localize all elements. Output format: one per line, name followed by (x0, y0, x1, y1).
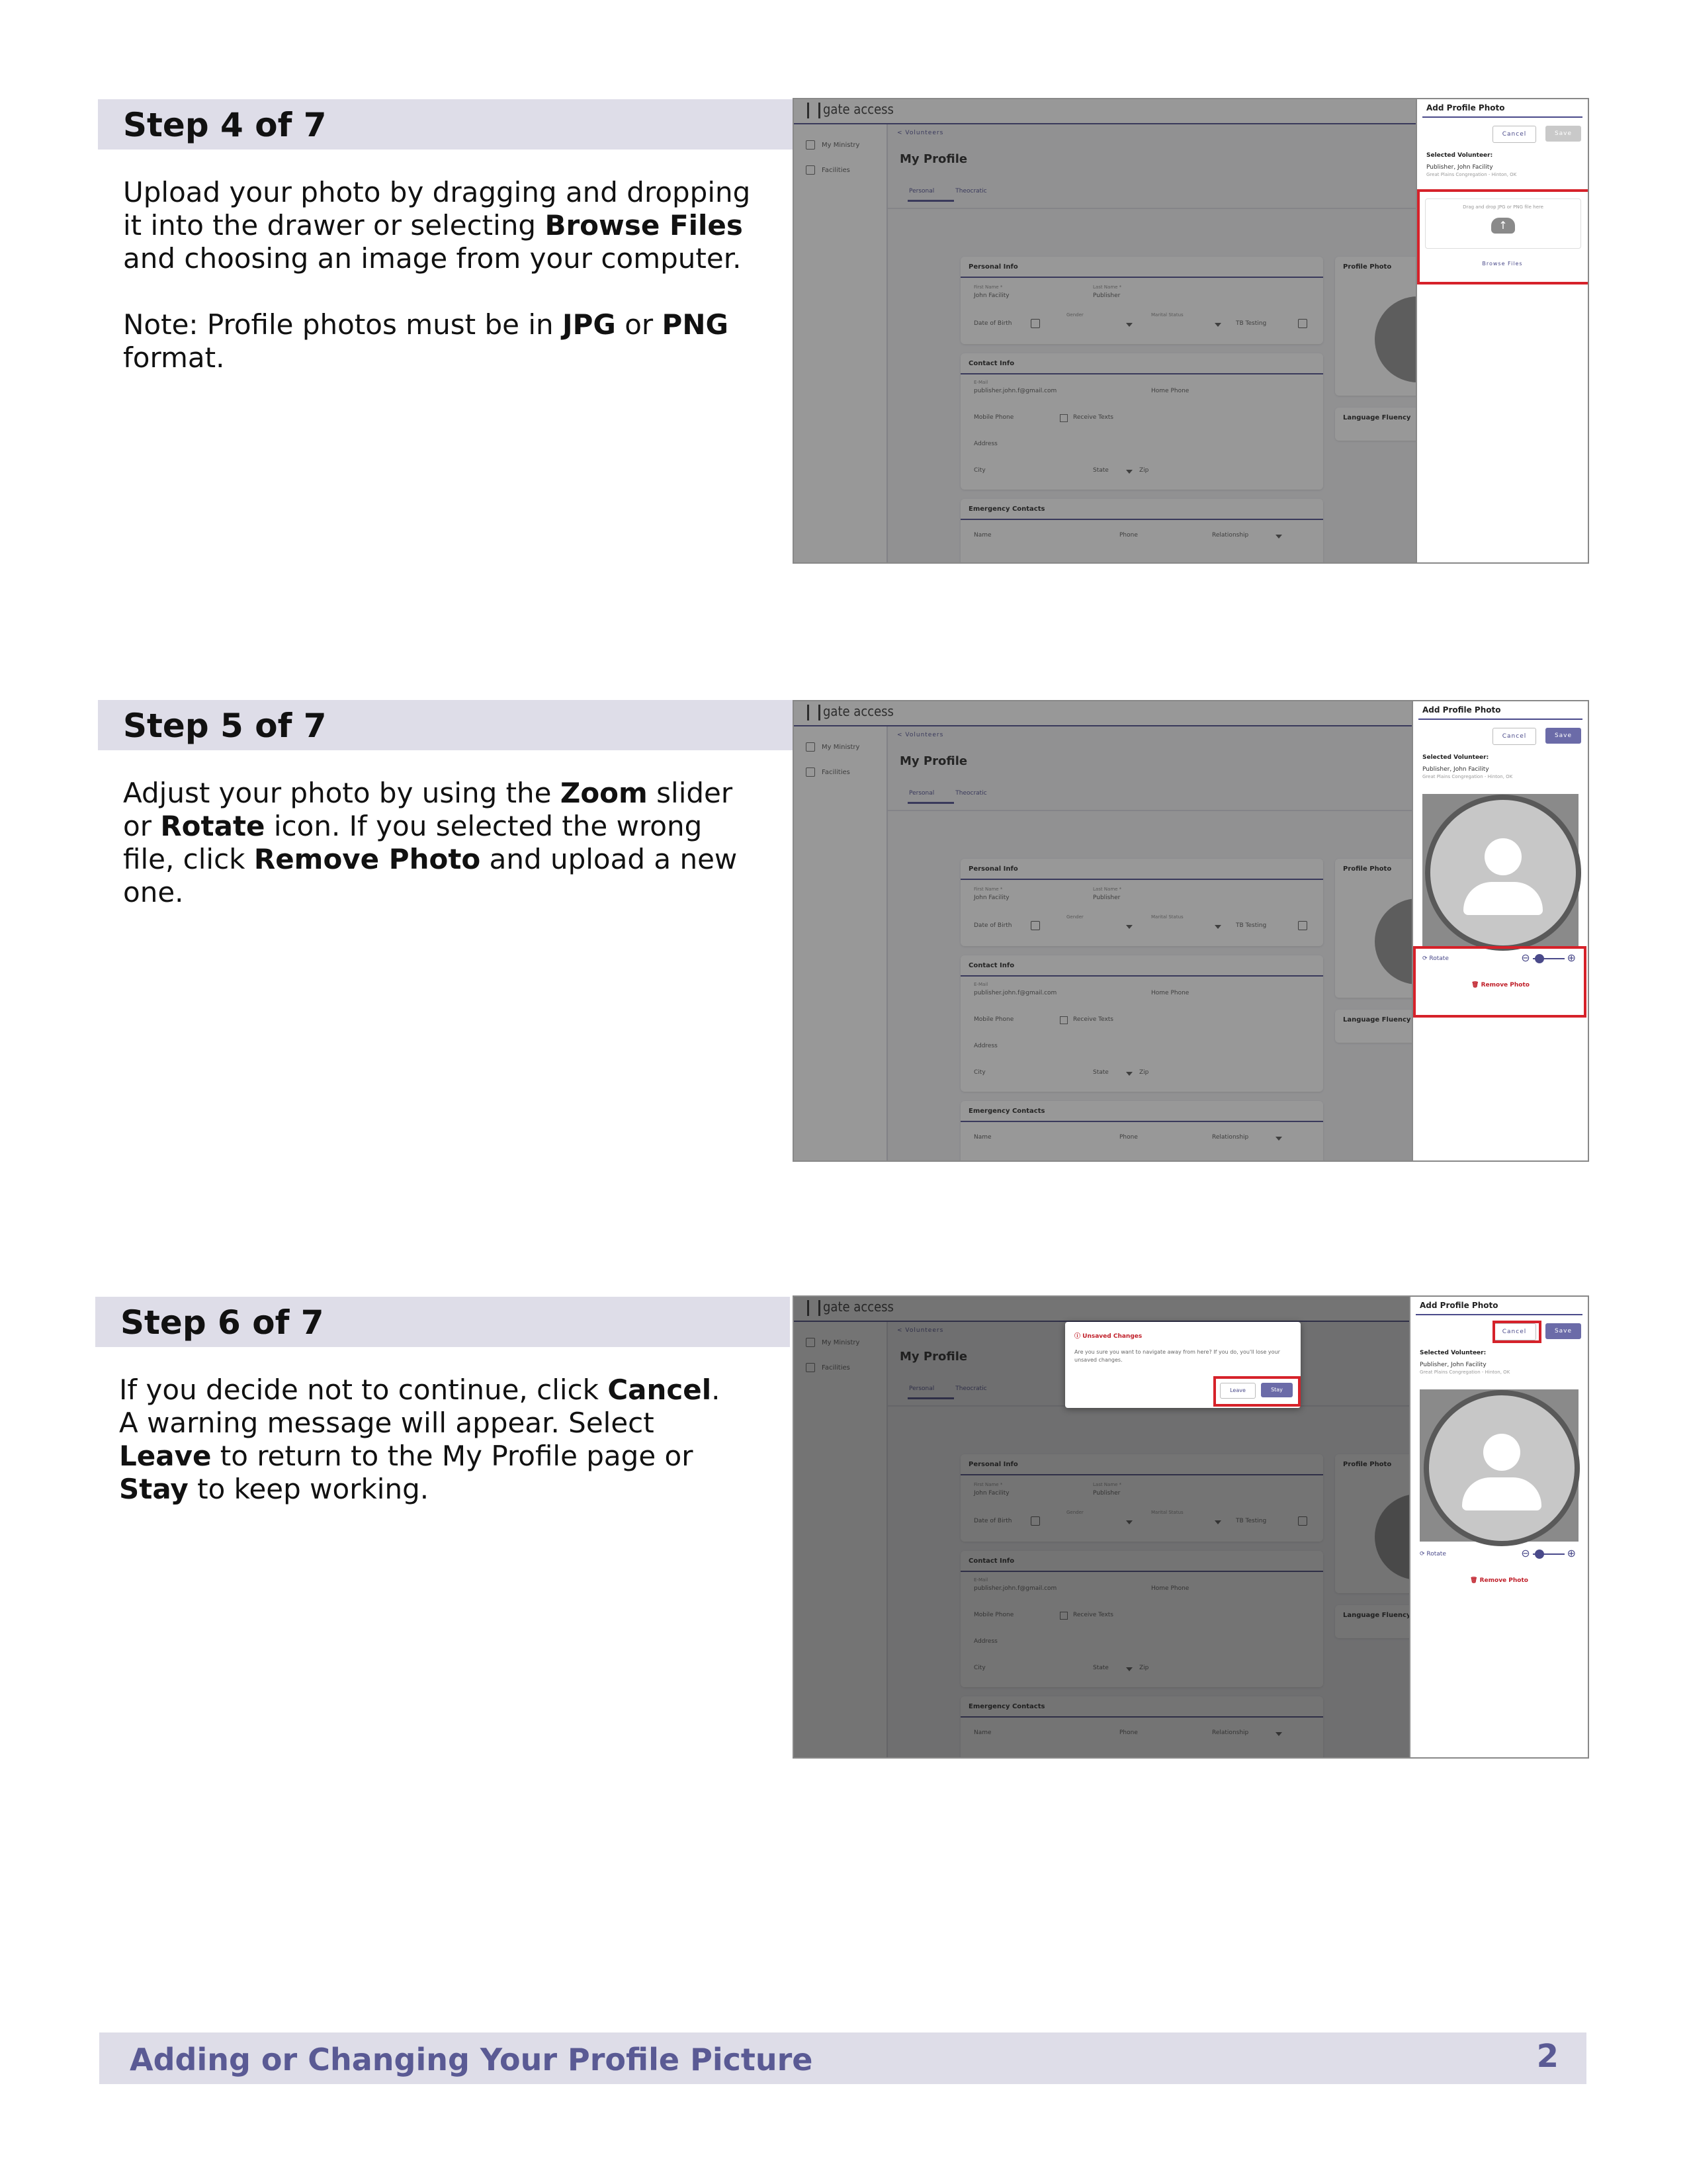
emphasized-term: JPG (562, 308, 616, 341)
ec-phone-field[interactable]: Phone (1119, 532, 1138, 539)
unsaved-changes-dialog (1065, 1322, 1301, 1408)
step-5-screenshot (793, 700, 1589, 1162)
card-header: Language Fluency (1343, 1016, 1411, 1024)
tab-personal[interactable]: Personal (909, 790, 935, 797)
page-title: My Profile (900, 152, 968, 166)
rotate-icon: ⟳ (1420, 1551, 1427, 1557)
highlight-box (1413, 946, 1586, 1018)
drawer-header-line (1422, 116, 1582, 118)
text-run: or (615, 308, 662, 341)
tab-theocratic[interactable]: Theocratic (955, 188, 987, 195)
person-placeholder-head (1483, 1434, 1520, 1471)
mobile-phone-field[interactable]: Mobile Phone (974, 1016, 1014, 1023)
last-name-label: Last Name * (1093, 284, 1122, 290)
drawer-title: Add Profile Photo (1426, 103, 1505, 112)
step-paragraph (119, 1374, 748, 1506)
home-phone-field[interactable]: Home Phone (1151, 990, 1190, 996)
zoom-in-icon[interactable]: ⊕ (1567, 1547, 1576, 1559)
step-6-body (119, 1374, 748, 1539)
volunteer-congregation: Great Plains Congregation - Hinton, OK (1426, 172, 1517, 177)
emphasized-term: PNG (662, 308, 728, 341)
marital-label[interactable]: Marital Status (1151, 312, 1184, 318)
emphasized-term: Zoom (560, 777, 648, 809)
marital-label[interactable]: Marital Status (1151, 914, 1184, 920)
upload-cloud-icon: ↑ (1491, 218, 1515, 234)
highlight-box (1492, 1321, 1541, 1343)
trash-icon: 🗑 (1471, 982, 1481, 988)
browse-files-link[interactable]: Browse Files (1482, 261, 1523, 267)
rotate-button[interactable]: ⟳ Rotate (1420, 1551, 1446, 1557)
gate-access-logo[interactable]: gate access (807, 703, 894, 721)
step-6-screenshot (793, 1295, 1589, 1759)
text-run: and upload a new one. (123, 843, 738, 908)
dob-field[interactable]: Date of Birth (974, 320, 1012, 327)
selected-volunteer-label: Selected Volunteer: (1420, 1350, 1487, 1356)
gender-label[interactable]: Gender (1066, 914, 1084, 920)
zip-field[interactable]: Zip (1139, 467, 1149, 474)
photo-preview[interactable] (1422, 794, 1579, 946)
card-header: Profile Photo (1343, 263, 1392, 271)
breadcrumb[interactable]: < Volunteers (897, 130, 944, 136)
text-run: to keep working. (188, 1473, 429, 1505)
tb-testing-field[interactable]: TB Testing (1236, 922, 1267, 929)
volunteer-congregation: Great Plains Congregation - Hinton, OK (1420, 1370, 1510, 1375)
page-number: 2 (1536, 2038, 1559, 2075)
home-phone-field[interactable]: Home Phone (1151, 388, 1190, 394)
text-run: . A warning message will appear. Select (119, 1374, 720, 1439)
ec-name-field[interactable]: Name (974, 532, 992, 539)
ec-relationship-field[interactable]: Relationship (1212, 532, 1249, 539)
photo-preview[interactable] (1420, 1389, 1579, 1542)
save-button[interactable]: Save (1545, 1323, 1581, 1339)
step-4-header-bar (98, 99, 793, 150)
receive-texts-label: Receive Texts (1073, 1016, 1113, 1023)
email-value[interactable]: publisher.john.f@gmail.com (974, 388, 1057, 394)
save-button[interactable]: Save (1545, 728, 1581, 744)
volunteer-name: Publisher, John Facility (1420, 1362, 1487, 1368)
crop-circle[interactable] (1424, 1390, 1580, 1546)
person-placeholder-head (1485, 838, 1522, 875)
drawer-header-line (1416, 1314, 1582, 1315)
cancel-button[interactable]: Cancel (1492, 1323, 1536, 1340)
state-field[interactable]: State (1093, 1069, 1109, 1076)
email-value[interactable]: publisher.john.f@gmail.com (974, 990, 1057, 996)
last-name-value[interactable]: Publisher (1093, 292, 1121, 299)
add-profile-photo-drawer (1412, 701, 1588, 1160)
zoom-in-icon[interactable]: ⊕ (1567, 951, 1576, 964)
text-run: Adjust your photo by using the (123, 777, 560, 809)
selected-volunteer-label: Selected Volunteer: (1422, 754, 1489, 761)
zip-field[interactable]: Zip (1139, 1069, 1149, 1076)
dropzone-text: Drag and drop JPG or PNG file here (1463, 204, 1543, 210)
sidebar-item-facilities[interactable]: Facilities (806, 767, 850, 777)
drawer-header-line (1418, 719, 1582, 720)
save-button[interactable]: Save (1545, 126, 1581, 142)
drawer-title: Add Profile Photo (1420, 1301, 1498, 1310)
rotate-icon: ⟳ (1422, 955, 1430, 962)
remove-photo-button[interactable]: 🗑 Remove Photo (1471, 982, 1530, 988)
text-run: Upload your photo by dragging and dropping it into the drawer or selecting (123, 176, 751, 241)
step-4-title: Step 4 of 7 (123, 106, 327, 144)
sidebar-item-my-ministry[interactable]: My Ministry (806, 140, 859, 150)
city-field[interactable]: City (974, 467, 986, 474)
text-run: and choosing an image from your computer. (123, 242, 742, 275)
tab-theocratic[interactable]: Theocratic (955, 790, 987, 797)
dob-field[interactable]: Date of Birth (974, 922, 1012, 929)
first-name-value[interactable]: John Facility (974, 895, 1010, 901)
emphasized-term: Browse Files (544, 209, 743, 241)
step-paragraph (123, 308, 752, 374)
emphasized-term: Cancel (607, 1374, 712, 1406)
zoom-track[interactable] (1533, 1553, 1565, 1555)
gender-label[interactable]: Gender (1066, 312, 1084, 318)
zoom-out-icon[interactable]: ⊖ (1521, 1547, 1530, 1559)
breadcrumb[interactable]: < Volunteers (897, 732, 944, 738)
address-field[interactable]: Address (974, 441, 998, 447)
text-run: Note: Profile photos must be in (123, 308, 562, 341)
first-name-label: First Name * (974, 284, 1003, 290)
emphasized-term: Rotate (160, 810, 265, 842)
dialog-message: Are you sure you want to navigate away from here? If you do, you'll lose your unsaved changes. (1074, 1349, 1280, 1363)
selected-volunteer-label: Selected Volunteer: (1426, 152, 1493, 159)
card-header: Profile Photo (1343, 865, 1392, 873)
ec-name-field[interactable]: Name (974, 1134, 992, 1141)
text-run: format. (123, 341, 225, 374)
footer-title: Adding or Changing Your Profile Picture (130, 2042, 813, 2077)
person-placeholder-body (1463, 882, 1543, 915)
step-5-header-bar (98, 700, 793, 750)
volunteer-congregation: Great Plains Congregation - Hinton, OK (1422, 774, 1513, 779)
card-header: Language Fluency (1343, 414, 1411, 421)
text-run: slider or (123, 777, 733, 842)
step-5-body (123, 777, 752, 942)
tab-personal[interactable]: Personal (909, 188, 935, 195)
city-field[interactable]: City (974, 1069, 986, 1076)
zoom-handle[interactable] (1535, 1550, 1544, 1559)
crop-circle[interactable] (1425, 795, 1581, 951)
sidebar-item-my-ministry[interactable]: My Ministry (806, 742, 859, 752)
state-field[interactable]: State (1093, 467, 1109, 474)
receive-texts-label: Receive Texts (1073, 414, 1113, 421)
gate-access-logo[interactable]: gate access (807, 101, 894, 118)
page-footer (99, 2032, 1586, 2084)
volunteer-name: Publisher, John Facility (1422, 766, 1489, 773)
last-name-value[interactable]: Publisher (1093, 895, 1121, 901)
stay-button[interactable]: Stay (1261, 1383, 1293, 1397)
step-paragraph (123, 777, 752, 909)
last-name-label: Last Name * (1093, 887, 1122, 892)
highlight-box (1213, 1376, 1301, 1407)
card-header: Contact Info (969, 962, 1015, 969)
ec-relationship-field[interactable]: Relationship (1212, 1134, 1249, 1141)
emphasized-term: Leave (119, 1440, 212, 1472)
card-header: Emergency Contacts (969, 505, 1045, 513)
text-run: If you decide not to continue, click (119, 1374, 608, 1406)
first-name-value[interactable]: John Facility (974, 292, 1010, 299)
step-4-body (123, 176, 752, 408)
rotate-button[interactable]: ⟳ Rotate (1422, 955, 1449, 962)
step-paragraph (123, 176, 752, 275)
zoom-slider[interactable] (1521, 1547, 1576, 1559)
page-title: My Profile (900, 754, 968, 768)
step-4-screenshot (793, 98, 1589, 564)
card-header: Personal Info (969, 263, 1018, 271)
tb-testing-field[interactable]: TB Testing (1236, 320, 1267, 327)
volunteer-name: Publisher, John Facility (1426, 164, 1493, 171)
email-label: E-Mail (974, 982, 988, 987)
text-run: icon. If you selected the wrong file, click (123, 810, 703, 875)
warning-icon: ⓘ (1074, 1333, 1083, 1340)
card-header: Emergency Contacts (969, 1108, 1045, 1115)
first-name-label: First Name * (974, 887, 1003, 892)
emphasized-term: Remove Photo (253, 843, 481, 875)
step-6-title: Step 6 of 7 (120, 1303, 324, 1342)
leave-button[interactable]: Leave (1220, 1383, 1256, 1399)
mobile-phone-field[interactable]: Mobile Phone (974, 414, 1014, 421)
add-profile-photo-drawer (1416, 99, 1588, 562)
ec-phone-field[interactable]: Phone (1119, 1134, 1138, 1141)
cancel-button[interactable]: Cancel (1492, 126, 1536, 143)
dialog-title: ⓘ Unsaved Changes (1074, 1333, 1143, 1340)
emphasized-term: Stay (119, 1473, 189, 1505)
cancel-button[interactable]: Cancel (1492, 728, 1536, 745)
sidebar-item-facilities[interactable]: Facilities (806, 165, 850, 175)
add-profile-photo-drawer (1409, 1297, 1588, 1757)
address-field[interactable]: Address (974, 1043, 998, 1049)
trash-icon: 🗑 (1470, 1577, 1480, 1584)
highlight-box (1417, 189, 1589, 284)
email-label: E-Mail (974, 380, 988, 385)
remove-photo-button[interactable]: 🗑 Remove Photo (1470, 1577, 1528, 1584)
drawer-title: Add Profile Photo (1422, 705, 1501, 715)
step-5-title: Step 5 of 7 (123, 707, 327, 745)
person-placeholder-body (1462, 1477, 1541, 1510)
card-header: Personal Info (969, 865, 1018, 873)
text-run: to return to the My Profile page or (211, 1440, 693, 1472)
zoom-out-icon[interactable]: ⊖ (1521, 951, 1530, 964)
card-header: Contact Info (969, 360, 1015, 367)
step-6-header-bar (95, 1297, 790, 1347)
